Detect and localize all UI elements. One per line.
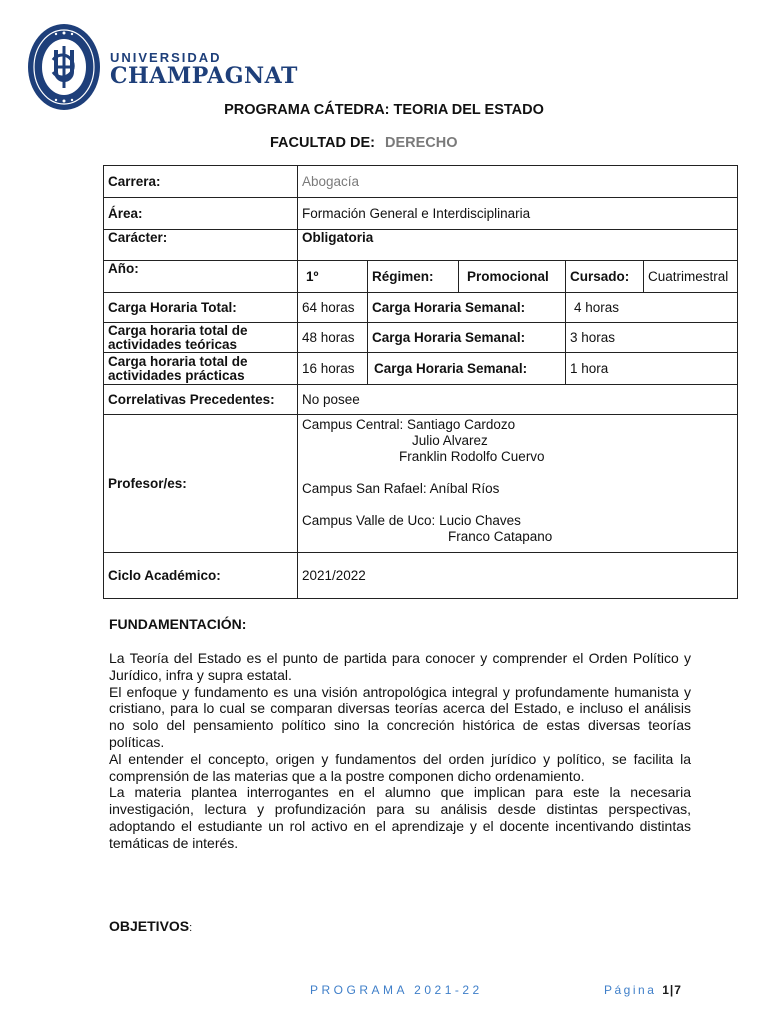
- caracter-value: Obligatoria: [298, 230, 738, 261]
- anio-label: Año:: [104, 261, 298, 293]
- brand-name: [110, 50, 298, 89]
- paragraph: La Teoría del Estado es el punto de partida para conocer y comprender el Orden Político y Jurídico, infra y supra estatal.: [109, 650, 691, 683]
- fundamentacion-body: [109, 650, 691, 852]
- row-carrera: [104, 166, 738, 198]
- row-profesores: [104, 415, 738, 553]
- carga-teoricas-value: 48 horas: [298, 323, 368, 353]
- anio-value: 1º: [298, 261, 368, 293]
- footer-page-label: Página: [604, 983, 657, 997]
- cursado-label: Cursado:: [566, 261, 644, 293]
- footer-page-number: [604, 983, 682, 997]
- objetivos-heading: [109, 918, 192, 934]
- footer-programa: PROGRAMA 2021-22: [310, 983, 483, 997]
- row-carga-total: [104, 293, 738, 323]
- paragraph: Al entender el concepto, origen y fundamentos del orden jurídico y político, se facilita la comprensión de las materias que a la postre componen dicho ordenamiento.: [109, 750, 691, 784]
- row-ciclo: [104, 553, 738, 599]
- brand-line-1: UNIVERSIDAD: [110, 50, 222, 65]
- ciclo-value: 2021/2022: [298, 553, 738, 599]
- profesor-central-2: Julio Alvarez: [412, 433, 488, 448]
- carga-teoricas-semanal-value: 3 horas: [566, 323, 738, 353]
- carga-total-semanal-label: Carga Horaria Semanal:: [368, 293, 566, 323]
- correlativas-value: No posee: [298, 385, 738, 415]
- paragraph: La materia plantea interrogantes en el alumno que implican para este la necesaria investigación, lectura y profundización para su análisis desde distintas perspectivas, adoptando el estudiante un rol activo en el aprendizaje y el docente incentivando distintas temáticas de interés.: [109, 784, 691, 851]
- correlativas-label: Correlativas Precedentes:: [104, 385, 298, 415]
- carga-total-value: 64 horas: [298, 293, 368, 323]
- row-carga-teoricas: [104, 323, 738, 353]
- row-caracter: [104, 230, 738, 261]
- university-logo: [26, 22, 102, 112]
- regimen-value: Promocional: [459, 261, 566, 293]
- carga-teoricas-semanal-label: Carga Horaria Semanal:: [368, 323, 566, 353]
- profesor-valle-uco: Campus Valle de Uco: Lucio Chaves: [302, 513, 521, 528]
- course-info-table: [103, 165, 738, 599]
- profesor-central: Campus Central: Santiago Cardozo: [302, 417, 516, 432]
- carga-teoricas-label: Carga horaria total de actividades teóricas: [104, 323, 298, 353]
- brand-line-2: CHAMPAGNAT: [110, 63, 298, 89]
- area-label: Área:: [104, 198, 298, 230]
- caracter-label: Carácter:: [104, 230, 298, 261]
- regimen-label: Régimen:: [368, 261, 459, 293]
- carga-practicas-semanal-label: Carga Horaria Semanal:: [368, 353, 566, 385]
- row-anio: [104, 261, 738, 293]
- paragraph: El enfoque y fundamento es una visión antropológica integral y profundamente humanista y cristiano, para lo cual se comparan diversas teorías acerca del Estado, e incluso el análisis no solo del pensamiento político sino la concreción histórica de estas diversas teorías políticas.: [109, 683, 691, 750]
- carga-total-semanal-value: 4 horas: [566, 293, 738, 323]
- area-value: Formación General e Interdisciplinaria: [298, 198, 738, 230]
- facultad-value: DERECHO: [384, 135, 458, 151]
- facultad-line: [270, 135, 458, 151]
- row-correlativas: [104, 385, 738, 415]
- carga-practicas-semanal-value: 1 hora: [566, 353, 738, 385]
- objetivos-colon: :: [189, 922, 193, 934]
- profesor-valle-uco-2: Franco Catapano: [448, 529, 553, 544]
- fundamentacion-heading: FUNDAMENTACIÓN:: [109, 616, 247, 632]
- profesores-label: Profesor/es:: [104, 415, 298, 553]
- row-carga-practicas: [104, 353, 738, 385]
- row-area: [104, 198, 738, 230]
- objetivos-label: OBJETIVOS: [109, 918, 190, 934]
- ciclo-label: Ciclo Académico:: [104, 553, 298, 599]
- cursado-value: Cuatrimestral: [644, 261, 738, 293]
- carga-total-label: Carga Horaria Total:: [104, 293, 298, 323]
- carrera-label: Carrera:: [104, 166, 298, 198]
- footer-page-value: 1|7: [662, 983, 682, 997]
- profesor-san-rafael: Campus San Rafael: Aníbal Ríos: [302, 481, 500, 496]
- profesores-list: [298, 415, 738, 553]
- carga-practicas-value: 16 horas: [298, 353, 368, 385]
- carrera-value: Abogacía: [298, 166, 738, 198]
- facultad-label: FACULTAD DE:: [270, 135, 375, 151]
- profesor-central-3: Franklin Rodolfo Cuervo: [399, 449, 545, 464]
- document-title: PROGRAMA CÁTEDRA: TEORIA DEL ESTADO: [224, 102, 544, 118]
- carga-practicas-label: Carga horaria total de actividades prácticas: [104, 353, 298, 385]
